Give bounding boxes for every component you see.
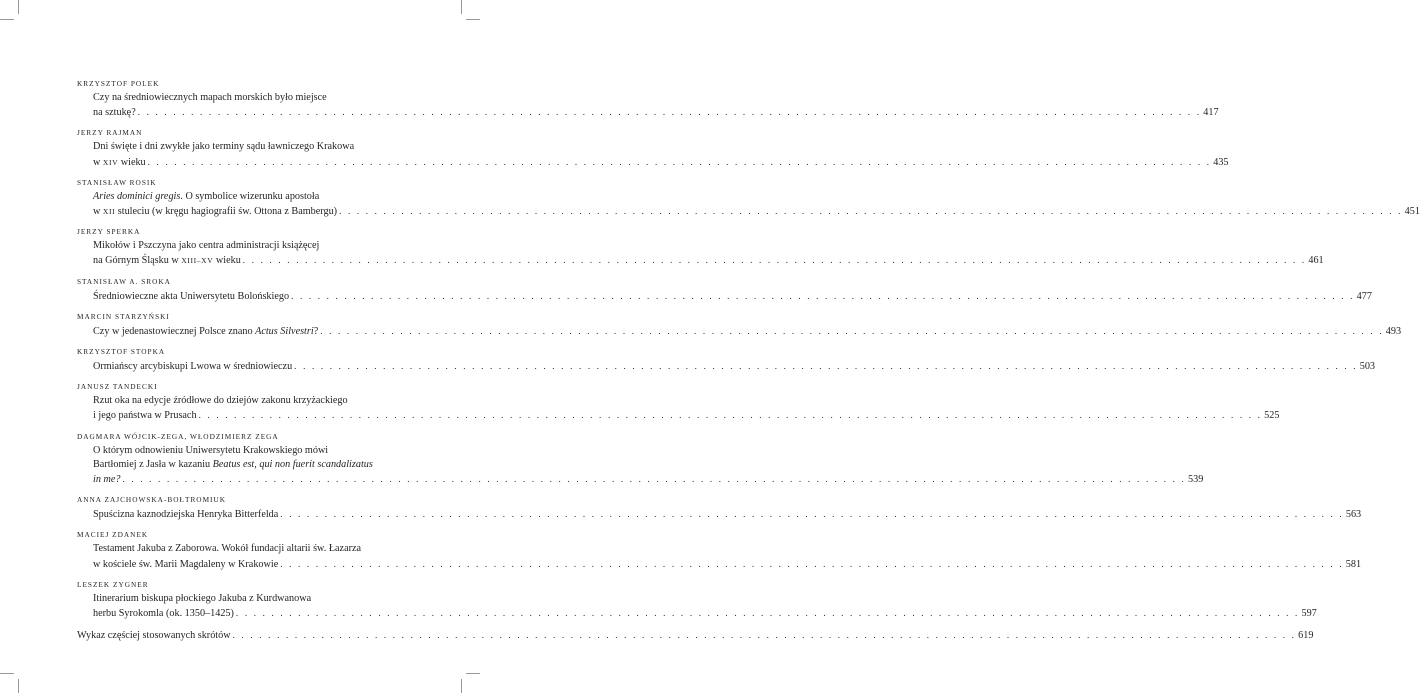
page-number: 493 [1385, 325, 1402, 337]
entry-author: KRZYSZTOF POLEK [77, 79, 160, 88]
title-text: Dni święte i dni zwykłe jako terminy sądu ławniczego Krakowa [93, 141, 355, 153]
toc-entry[interactable] [77, 494, 1362, 522]
title-last-line-text [93, 508, 278, 522]
title-text: w kościele św. Marii Magdaleny w Krakowie [93, 558, 279, 570]
crop-mark [18, 679, 19, 693]
page-number: 581 [1345, 558, 1362, 570]
title-last-line [93, 324, 1402, 339]
crop-mark [461, 0, 462, 14]
entry-author: STANISŁAW ROSIK [77, 177, 157, 187]
toc-abbreviations-entry[interactable] [77, 628, 1314, 643]
title-text: w [93, 206, 103, 218]
toc-entries [77, 78, 1420, 621]
title-line [93, 592, 405, 606]
leader-dots: . . . . . . . . . . . . . . . . . . . . . . . . . . . . . . . . . . . . . . . . . . . . . . . . . . . . . . . . . . . . . . . . . . . . . . . . . . . . . . . . . . . . . . . . . . . . . . . . . . . . . . . . . . . . . . . . . . . . . . . . [291, 290, 1355, 301]
title-text: Czy na średniowiecznych mapach morskich było miejsce [93, 92, 327, 103]
title-roman-numeral: XII [102, 207, 116, 217]
leader-dots: . . . . . . . . . . . . . . . . . . . . . . . . . . . . . . . . . . . . . . . . . . . . . . . . . . . . . . . . . . . . . . . . . . . . . . . . . . . . . . . . . . . . . . . . . . . . . . . . . . . . . . . . . . . . . . . . . . . . . . . . [320, 325, 1384, 336]
toc-entry[interactable] [77, 226, 1324, 268]
crop-mark [0, 673, 14, 674]
title-text: Rzut oka na edycje źródłowe do dziejów zakonu krzyżackiego [93, 395, 348, 407]
page-number: 503 [1359, 361, 1376, 373]
title-last-line [93, 408, 1280, 423]
title-last-line [93, 155, 1229, 170]
page-number: 461 [1308, 255, 1324, 267]
toc-entry[interactable] [77, 276, 1372, 304]
title-line [93, 190, 405, 204]
page-number: 477 [1356, 290, 1372, 302]
leader-dots: . . . . . . . . . . . . . . . . . . . . . . . . . . . . . . . . . . . . . . . . . . . . . . . . . . . . . . . . . . . . . . . . . . . . . . . . . . . . . . . . . . . . . . . . . . . . . . . . . . . . . . . . . . . . . . . . . . . . . . . . [147, 156, 1212, 167]
title-text: . O symbolice wizerunku apostoła [180, 190, 320, 202]
title-last-line [93, 606, 1317, 621]
title-last-line-text [93, 156, 146, 170]
toc-entry[interactable] [77, 311, 1402, 339]
title-text: wieku [118, 156, 146, 168]
entry-author: ANNA ZAJCHOWSKA-BOŁTROMIUK [77, 495, 227, 505]
title-text: Bartłomiej z Jasła w kazaniu [93, 458, 213, 470]
title-text: stuleciu (w kręgu hagiografii św. Ottona z Bambergu) [115, 206, 338, 218]
toc-entry[interactable] [77, 346, 1376, 374]
title-italic-text: Beatus est, qui non fuerit scandalizatus [212, 458, 373, 470]
title-last-line [93, 557, 1362, 572]
leader-dots: . . . . . . . . . . . . . . . . . . . . . . . . . . . . . . . . . . . . . . . . . . . . . . . . . . . . . . . . . . . . . . . . . . . . . . . . . . . . . . . . . . . . . . . . . . . . . . . . . . . . . . . . . . . . . . . . . . . . . . . . [232, 630, 1297, 641]
title-text: Testament Jakuba z Zaborowa. Wokół fundacji altarii św. Łazarza [93, 543, 362, 555]
title-text: Ormiańscy arcybiskupi Lwowa w średniowieczu [93, 361, 293, 373]
page-number: 563 [1345, 509, 1362, 521]
entry-author: MACIEJ ZDANEK [77, 530, 149, 540]
entry-title [77, 394, 1280, 423]
title-roman-numeral: XIII–XV [181, 256, 214, 266]
title-text: Czy w jedenastowiecznej Polsce znano [93, 325, 256, 337]
title-last-line [93, 289, 1372, 304]
entry-author: LESZEK ZYGNER [77, 579, 149, 589]
entry-title [77, 239, 1324, 268]
toc-entry[interactable] [77, 529, 1362, 571]
title-line [93, 91, 405, 105]
leader-dots: . . . . . . . . . . . . . . . . . . . . . . . . . . . . . . . . . . . . . . . . . . . . . . . . . . . . . . . . . . . . . . . . . . . . . . . . . . . . . . . . . . . . . . . . . . . . . . . . . . . . . . . . . . . . . . . . . . . . . . . . [242, 255, 1307, 266]
title-last-line [93, 253, 1324, 268]
toc-entry[interactable] [77, 431, 1204, 488]
entry-author: DAGMARA WÓJCIK-ZEGA, WŁODZIMIERZ ZEGA [77, 431, 279, 441]
entry-title [77, 91, 1219, 120]
page-number: 435 [1213, 156, 1229, 168]
title-line [93, 458, 405, 472]
entry-author: KRZYSZTOF STOPKA [77, 347, 166, 357]
entry-title [77, 507, 1362, 522]
page-number: 597 [1301, 608, 1317, 620]
title-italic-text: Actus Silvestri [255, 325, 314, 337]
page-number: 539 [1188, 474, 1204, 486]
title-last-line [93, 204, 1420, 219]
title-text: i jego państwa w Prusach [93, 410, 197, 422]
leader-dots: . . . . . . . . . . . . . . . . . . . . . . . . . . . . . . . . . . . . . . . . . . . . . . . . . . . . . . . . . . . . . . . . . . . . . . . . . . . . . . . . . . . . . . . . . . . . . . . . . . . . . . . . . . . . . . . . . . . . . . . . [280, 558, 1344, 569]
leader-dots: . . . . . . . . . . . . . . . . . . . . . . . . . . . . . . . . . . . . . . . . . . . . . . . . . . . . . . . . . . . . . . . . . . . . . . . . . . . . . . . . . . . . . . . . . . . . . . . . . . . . . . . . . . . . . . . . . . . . . . . . [339, 206, 1403, 217]
title-last-line-text [93, 473, 120, 487]
leader-dots: . . . . . . . . . . . . . . . . . . . . . . . . . . . . . . . . . . . . . . . . . . . . . . . . . . . . . . . . . . . . . . . . . . . . . . . . . . . . . . . . . . . . . . . . . . . . . . . . . . . . . . . . . . . . . . . . . . . . . . . . [137, 107, 1202, 118]
title-text: na Górnym Śląsku w [93, 255, 182, 267]
entry-title [77, 444, 1204, 488]
title-italic-text: in me? [93, 474, 121, 486]
title-last-line-text [93, 254, 241, 268]
title-last-line-text [93, 360, 292, 374]
entry-title [77, 324, 1402, 339]
title-last-line [93, 472, 1204, 487]
page-number: 525 [1264, 410, 1280, 422]
title-text: w [93, 156, 103, 168]
title-last-line-text [93, 607, 234, 621]
crop-mark [466, 19, 480, 20]
title-text: Średniowieczne akta Uniwersytetu Bolońskiego [93, 290, 290, 302]
title-line [93, 542, 405, 556]
leader-dots: . . . . . . . . . . . . . . . . . . . . . . . . . . . . . . . . . . . . . . . . . . . . . . . . . . . . . . . . . . . . . . . . . . . . . . . . . . . . . . . . . . . . . . . . . . . . . . . . . . . . . . . . . . . . . . . . . . . . . . . . [122, 474, 1187, 485]
entry-author: JANUSZ TANDECKI [77, 382, 158, 392]
toc-abbreviations-title: Wykaz częściej stosowanych skrótów [77, 630, 231, 642]
title-text: ? [313, 325, 319, 337]
page-number: 451 [1404, 206, 1420, 218]
toc-entry[interactable] [77, 127, 1229, 169]
entry-title [77, 592, 1317, 621]
toc-entry[interactable] [77, 381, 1280, 423]
title-last-line-text [93, 558, 278, 572]
title-text: Mikołów i Pszczyna jako centra administracji książęcej [93, 240, 320, 252]
title-line [93, 394, 405, 408]
title-text: O którym odnowieniu Uniwersytetu Krakowskiego mówi [93, 444, 329, 456]
title-last-line-text [93, 325, 318, 339]
leader-dots: . . . . . . . . . . . . . . . . . . . . . . . . . . . . . . . . . . . . . . . . . . . . . . . . . . . . . . . . . . . . . . . . . . . . . . . . . . . . . . . . . . . . . . . . . . . . . . . . . . . . . . . . . . . . . . . . . . . . . . . . [235, 608, 1300, 619]
leader-dots: . . . . . . . . . . . . . . . . . . . . . . . . . . . . . . . . . . . . . . . . . . . . . . . . . . . . . . . . . . . . . . . . . . . . . . . . . . . . . . . . . . . . . . . . . . . . . . . . . . . . . . . . . . . . . . . . . . . . . . . . [294, 361, 1358, 372]
leader-dots: . . . . . . . . . . . . . . . . . . . . . . . . . . . . . . . . . . . . . . . . . . . . . . . . . . . . . . . . . . . . . . . . . . . . . . . . . . . . . . . . . . . . . . . . . . . . . . . . . . . . . . . . . . . . . . . . . . . . . . . . [280, 509, 1344, 520]
title-last-line [93, 507, 1362, 522]
entry-title [77, 190, 1420, 219]
crop-mark [18, 0, 19, 14]
title-text: Spuścizna kaznodziejska Henryka Bitterfelda [93, 509, 279, 521]
title-last-line-text [93, 409, 197, 423]
toc-entry[interactable] [77, 78, 1219, 120]
entry-author: JERZY SPERKA [77, 227, 141, 237]
title-last-line-text [93, 205, 337, 219]
toc-entry[interactable] [77, 177, 1420, 219]
crop-mark [0, 19, 14, 20]
title-last-line [93, 359, 1376, 374]
page-number: 417 [1203, 107, 1219, 119]
page-number: 619 [1298, 630, 1314, 642]
title-text: herbu Syrokomla (ok. 1350–1425) [93, 608, 234, 620]
title-last-line [93, 105, 1219, 120]
title-text: Itinerarium biskupa płockiego Jakuba z Kurdwanowa [93, 592, 312, 604]
entry-author: STANISŁAW A. SROKA [77, 276, 171, 286]
entry-title [77, 289, 1372, 304]
title-line [93, 444, 405, 458]
title-text: wieku [213, 255, 241, 267]
title-line [93, 239, 405, 253]
title-italic-text: Aries dominici gregis [93, 190, 181, 202]
title-last-line-text [93, 290, 289, 304]
toc-entry[interactable] [77, 579, 1317, 621]
entry-title [77, 542, 1362, 571]
crop-mark [461, 679, 462, 693]
title-text: na sztukę? [93, 107, 136, 119]
entry-author: JERZY RAJMAN [77, 128, 143, 138]
entry-author: MARCIN STARZYŃSKI [77, 311, 170, 321]
title-line [93, 140, 405, 154]
title-roman-numeral: XIV [102, 157, 119, 167]
entry-title [77, 359, 1376, 374]
leader-dots: . . . . . . . . . . . . . . . . . . . . . . . . . . . . . . . . . . . . . . . . . . . . . . . . . . . . . . . . . . . . . . . . . . . . . . . . . . . . . . . . . . . . . . . . . . . . . . . . . . . . . . . . . . . . . . . . . . . . . . . . [198, 410, 1263, 421]
entry-title [77, 140, 1229, 169]
crop-mark [466, 673, 480, 674]
title-last-line-text [93, 106, 136, 120]
table-of-contents [77, 78, 1420, 643]
